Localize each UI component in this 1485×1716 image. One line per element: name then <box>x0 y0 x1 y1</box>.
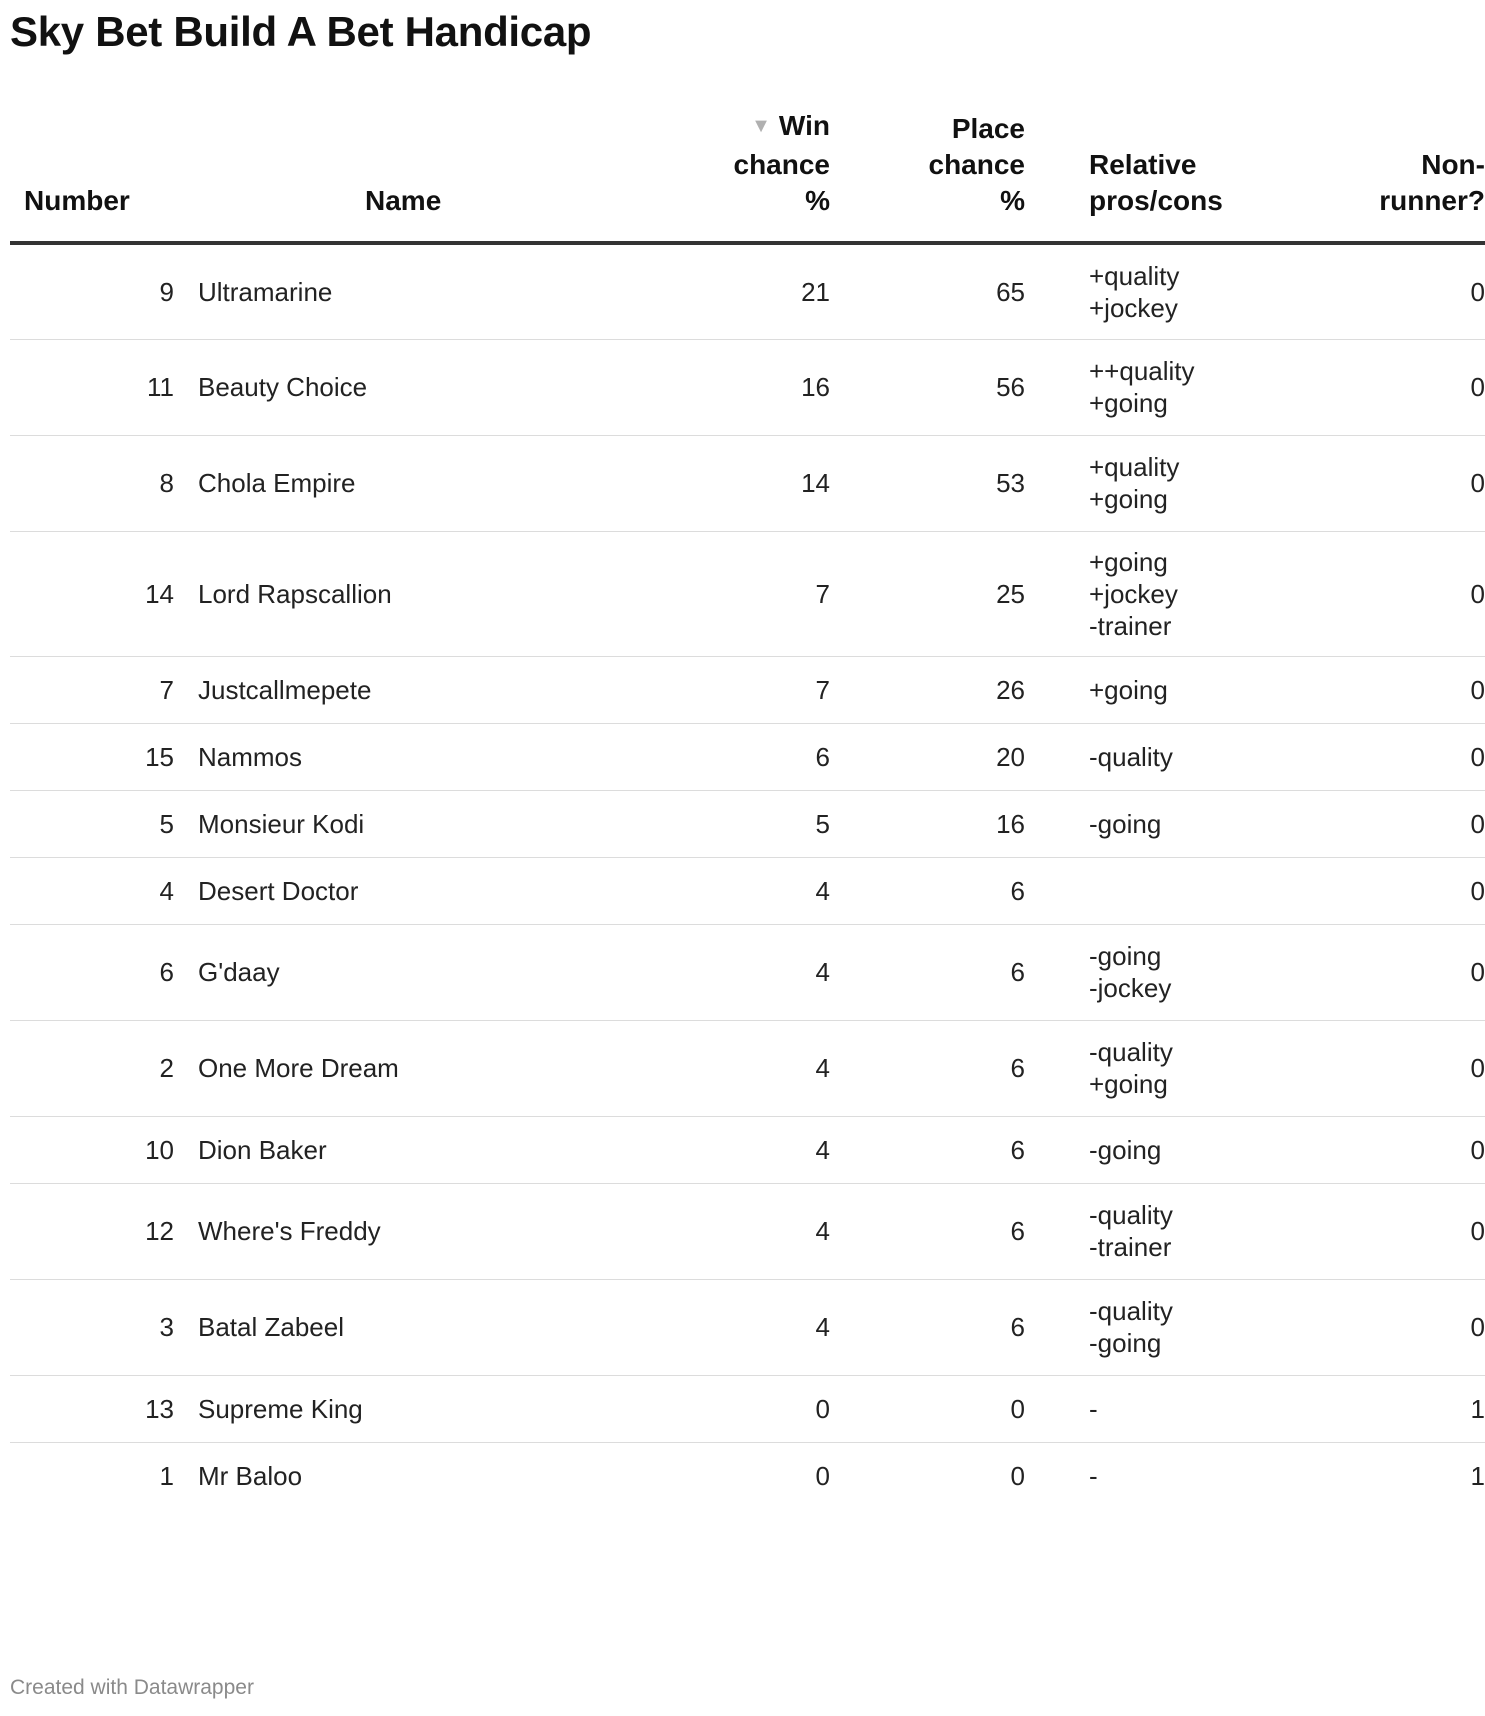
cell-name: Monsieur Kodi <box>174 790 705 857</box>
cell-win-chance: 4 <box>705 1279 830 1375</box>
cell-win-chance: 14 <box>705 435 830 531</box>
pros-cons-item: +quality <box>1089 452 1180 482</box>
sort-descending-icon: ▼ <box>751 115 771 137</box>
cell-win-chance: 7 <box>705 531 830 656</box>
cell-win-chance: 4 <box>705 1183 830 1279</box>
cell-pros-cons <box>1025 1116 1299 1183</box>
pros-cons-item: +going <box>1089 1069 1168 1099</box>
column-header-pros-cons[interactable] <box>1025 108 1299 243</box>
cell-non-runner: 0 <box>1299 723 1485 790</box>
cell-name: G'daay <box>174 924 705 1020</box>
cell-pros-cons <box>1025 1375 1299 1442</box>
column-header-label: Non- <box>1421 149 1485 180</box>
cell-place-chance: 25 <box>830 531 1025 656</box>
pros-cons-item: -going <box>1089 1134 1162 1165</box>
cell-non-runner: 0 <box>1299 339 1485 435</box>
cell-place-chance: 65 <box>830 243 1025 339</box>
cell-name: Dion Baker <box>174 1116 705 1183</box>
cell-pros-cons <box>1025 243 1299 339</box>
column-header-label: Place <box>951 113 1025 144</box>
cell-non-runner: 0 <box>1299 656 1485 723</box>
table-row <box>10 857 1485 924</box>
cell-name: Chola Empire <box>174 435 705 531</box>
cell-number: 6 <box>10 924 174 1020</box>
cell-number: 15 <box>10 723 174 790</box>
table-row <box>10 790 1485 857</box>
cell-number: 11 <box>10 339 174 435</box>
header-row <box>10 108 1485 243</box>
column-header-label: Win <box>778 110 830 141</box>
column-header-label: Number <box>24 185 130 216</box>
cell-name: Ultramarine <box>174 243 705 339</box>
cell-name: Justcallmepete <box>174 656 705 723</box>
cell-non-runner: 0 <box>1299 1183 1485 1279</box>
table-row <box>10 1183 1485 1279</box>
cell-win-chance: 6 <box>705 723 830 790</box>
cell-pros-cons <box>1025 723 1299 790</box>
pros-cons-item: ++quality <box>1089 356 1195 386</box>
table-row <box>10 924 1485 1020</box>
column-header-label: chance <box>733 149 830 180</box>
table-row <box>10 339 1485 435</box>
cell-place-chance: 16 <box>830 790 1025 857</box>
column-header-non-runner[interactable] <box>1299 108 1485 243</box>
cell-pros-cons <box>1025 1279 1299 1375</box>
cell-win-chance: 0 <box>815 1460 830 1491</box>
cell-number: 13 <box>10 1375 174 1442</box>
cell-non-runner: 0 <box>1299 1279 1485 1375</box>
cell-name: Lord Rapscallion <box>174 531 705 656</box>
table-row <box>10 1020 1485 1116</box>
column-header-label: Name <box>365 185 442 216</box>
pros-cons-item: +jockey <box>1089 578 1178 609</box>
cell-number: 5 <box>10 790 174 857</box>
cell-place-chance: 26 <box>830 656 1025 723</box>
cell-name: Desert Doctor <box>174 857 705 924</box>
pros-cons-item: -quality <box>1089 741 1173 772</box>
cell-number: 10 <box>10 1116 174 1183</box>
cell-place-chance: 6 <box>830 1020 1025 1116</box>
column-header-number[interactable] <box>10 108 174 243</box>
cell-pros-cons <box>1025 1183 1299 1279</box>
pros-cons-item: -going <box>1089 808 1162 839</box>
cell-pros-cons <box>1025 435 1299 531</box>
cell-win-chance: 5 <box>705 790 830 857</box>
cell-win-chance: 4 <box>705 1020 830 1116</box>
cell-non-runner: 0 <box>1299 1020 1485 1116</box>
pros-cons-item: +going <box>1089 484 1168 514</box>
cell-pros-cons <box>1025 790 1299 857</box>
cell-name: Beauty Choice <box>174 339 705 435</box>
cell-name: Batal Zabeel <box>174 1279 705 1375</box>
cell-place-chance: 6 <box>830 1116 1025 1183</box>
table-row <box>10 1375 1485 1442</box>
column-header-place-chance[interactable] <box>830 108 1025 243</box>
cell-name: Mr Baloo <box>198 1460 303 1491</box>
cell-win-chance: 4 <box>705 924 830 1020</box>
table-row <box>10 435 1485 531</box>
cell-number: 7 <box>10 656 174 723</box>
cell-pros-cons <box>1025 656 1299 723</box>
table-body <box>10 243 1485 1509</box>
column-header-label: % <box>805 185 830 216</box>
column-header-label: Relative <box>1089 149 1197 180</box>
column-header-label: pros/cons <box>1089 185 1223 216</box>
column-header-label: % <box>1000 185 1025 216</box>
column-header-name[interactable] <box>174 108 705 243</box>
cell-pros-cons <box>1025 857 1299 924</box>
cell-non-runner: 0 <box>1299 435 1485 531</box>
cell-number: 8 <box>10 435 174 531</box>
cell-name: One More Dream <box>174 1020 705 1116</box>
cell-name: Where's Freddy <box>174 1183 705 1279</box>
table-row <box>10 656 1485 723</box>
cell-place-chance: 6 <box>830 924 1025 1020</box>
pros-cons-item: +jockey <box>1089 292 1178 323</box>
cell-place-chance: 6 <box>830 1183 1025 1279</box>
cell-place-chance: 56 <box>830 339 1025 435</box>
cell-win-chance: 7 <box>705 656 830 723</box>
pros-cons-item: -going <box>1089 1328 1162 1358</box>
cell-number: 2 <box>10 1020 174 1116</box>
cell-number: 4 <box>10 857 174 924</box>
column-header-label: runner? <box>1379 185 1485 216</box>
cell-number: 12 <box>10 1183 174 1279</box>
pros-cons-item: - <box>1089 1393 1098 1424</box>
pros-cons-item: -quality <box>1089 1296 1173 1326</box>
cell-non-runner: 0 <box>1299 857 1485 924</box>
pros-cons-item: -trainer <box>1089 1232 1172 1262</box>
footer-credit[interactable]: Created with Datawrapper <box>10 1676 254 1699</box>
pros-cons-item: -jockey <box>1089 973 1172 1003</box>
cell-name: Nammos <box>174 723 705 790</box>
table-row <box>10 1442 1485 1509</box>
pros-cons-item: -going <box>1089 941 1162 971</box>
pros-cons-item: +going <box>1089 546 1168 577</box>
cell-number: 14 <box>10 531 174 656</box>
table-row <box>10 1116 1485 1183</box>
pros-cons-item: -quality <box>1089 1200 1173 1230</box>
pros-cons-item: +going <box>1089 388 1168 418</box>
table-row <box>10 1279 1485 1375</box>
cell-pros-cons <box>1025 1020 1299 1116</box>
cell-place-chance: 6 <box>830 1279 1025 1375</box>
cell-win-chance: 4 <box>705 1116 830 1183</box>
cell-pros-cons <box>1025 531 1299 656</box>
cell-non-runner: 0 <box>1299 531 1485 656</box>
cell-pros-cons <box>1025 339 1299 435</box>
cell-name: Supreme King <box>174 1375 705 1442</box>
pros-cons-item: +quality <box>1089 260 1180 291</box>
cell-number: 9 <box>10 243 174 339</box>
table-row <box>10 723 1485 790</box>
pros-cons-item: +going <box>1089 674 1168 705</box>
pros-cons-item: -trainer <box>1089 610 1172 641</box>
cell-place-chance: 0 <box>1010 1460 1025 1491</box>
cell-pros-cons <box>1025 924 1299 1020</box>
data-table <box>10 108 1485 1509</box>
cell-place-chance: 0 <box>830 1375 1025 1442</box>
cell-non-runner: 1 <box>1470 1460 1485 1491</box>
cell-non-runner: 1 <box>1299 1375 1485 1442</box>
cell-non-runner: 0 <box>1299 790 1485 857</box>
cell-place-chance: 6 <box>830 857 1025 924</box>
cell-win-chance: 16 <box>705 339 830 435</box>
cell-non-runner: 0 <box>1299 1116 1485 1183</box>
cell-pros-cons <box>1025 1442 1299 1509</box>
cell-number: 3 <box>10 1279 174 1375</box>
pros-cons-item: - <box>1089 1460 1098 1491</box>
cell-win-chance: 4 <box>705 857 830 924</box>
chart-title: Sky Bet Build A Bet Handicap <box>10 8 592 55</box>
cell-win-chance: 21 <box>705 243 830 339</box>
cell-non-runner: 0 <box>1299 924 1485 1020</box>
cell-number: 1 <box>159 1460 174 1491</box>
table-row <box>10 531 1485 656</box>
cell-non-runner: 0 <box>1299 243 1485 339</box>
cell-win-chance: 0 <box>705 1375 830 1442</box>
table-row <box>10 243 1485 339</box>
cell-place-chance: 53 <box>830 435 1025 531</box>
cell-place-chance: 20 <box>830 723 1025 790</box>
pros-cons-item: -quality <box>1089 1037 1173 1067</box>
column-header-win-chance[interactable] <box>705 108 830 243</box>
column-header-label: chance <box>928 149 1025 180</box>
